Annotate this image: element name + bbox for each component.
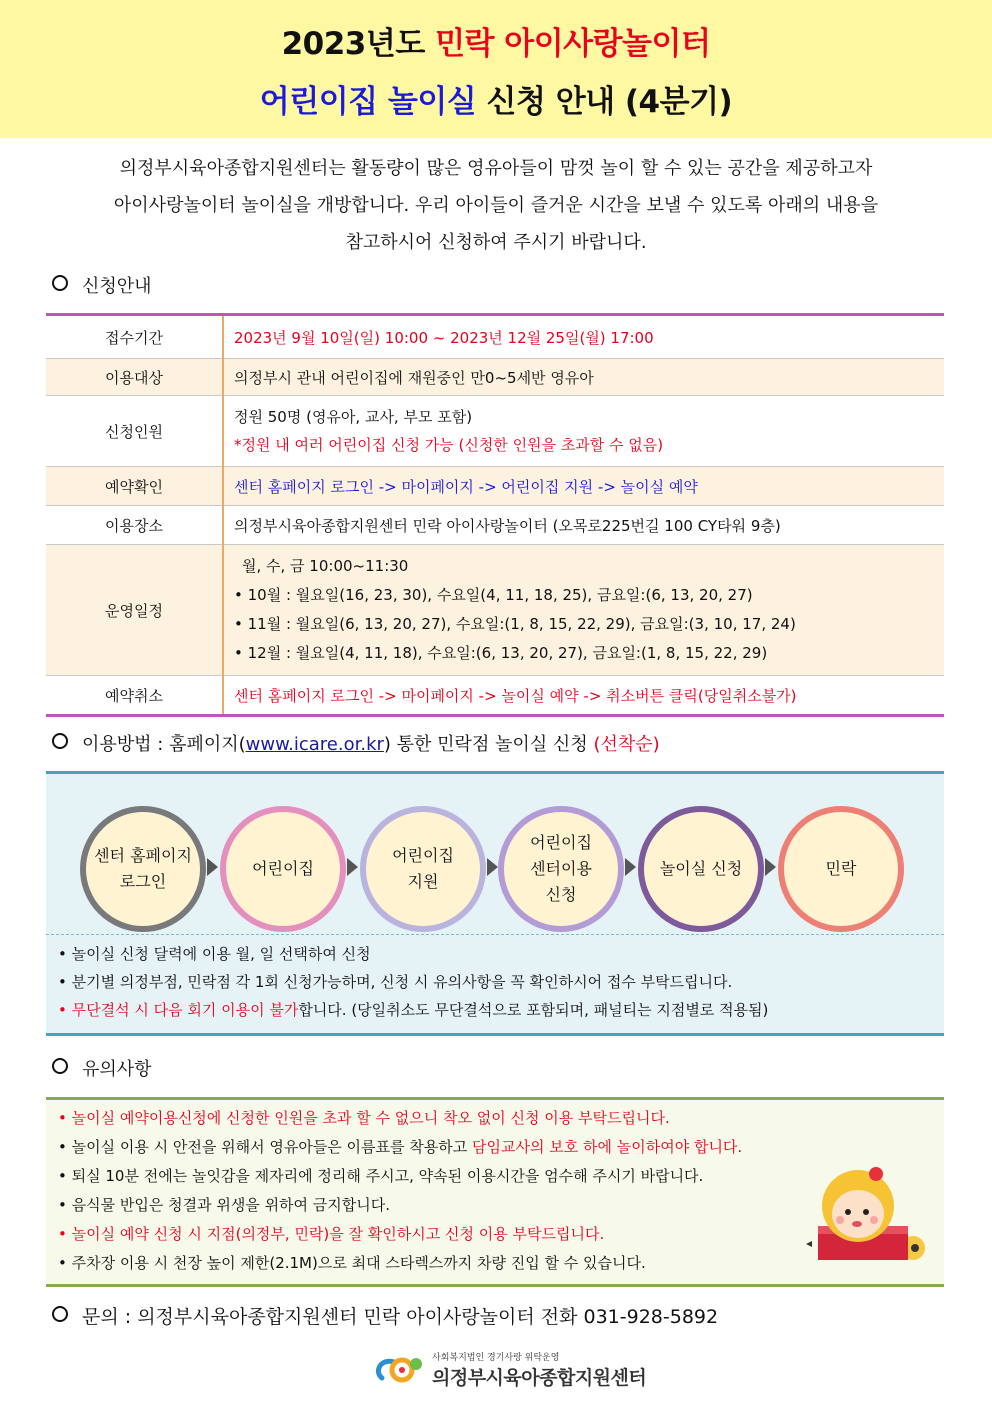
step-circle-daycare xyxy=(220,806,346,932)
contact-text: 문의 : 의정부시육아종합지원센터 민락 아이사랑놀이터 전화 031-928-5892 xyxy=(82,1306,719,1328)
table-value xyxy=(223,396,944,467)
page-header xyxy=(0,0,992,138)
footer-logo xyxy=(372,1350,652,1390)
header-program: 어린이집 놀이실 xyxy=(259,84,477,120)
section-title-application xyxy=(52,272,152,298)
table-value: 의정부시 관내 어린이집에 재원중인 만0~5세반 영유아 xyxy=(223,359,944,396)
caution-note-text: • 놀이실 이용 시 안전을 위해서 영유아들은 이름표를 착용하고 xyxy=(58,1138,473,1156)
header-branch: 민락 xyxy=(435,26,494,62)
caution-note: • 놀이실 예약 신청 시 지점(의정부, 민락)을 잘 확인하시고 신청 이용 부탁드립니다. xyxy=(58,1225,605,1243)
step-circle-daycare-support xyxy=(360,806,486,932)
step-label: 민락 xyxy=(825,859,857,878)
table-label: 이용대상 xyxy=(46,359,223,396)
table-label: 이용장소 xyxy=(46,506,223,545)
schedule-days: 월, 수, 금 10:00~11:30 xyxy=(242,557,409,575)
caution-notes xyxy=(58,1104,742,1278)
intro-line: 의정부시육아종합지원센터는 활동량이 많은 영유아들이 맘껏 놀이 할 수 있는 공간을 제공하고자 xyxy=(119,158,873,179)
method-prefix: 이용방법 : 홈페이지( xyxy=(82,734,246,755)
intro-line: 참고하시어 신청하여 주시기 바랍니다. xyxy=(345,232,647,253)
circle-bullet-icon xyxy=(52,1058,68,1074)
caution-box xyxy=(46,1097,944,1287)
table-row xyxy=(46,467,944,506)
step-label: 어린이집 xyxy=(392,846,454,865)
method-suffix: ) 통한 민락점 놀이실 신청 xyxy=(383,734,588,755)
table-label: 접수기간 xyxy=(46,315,223,359)
schedule-december: • 12월 : 월요일(4, 11, 18), 수요일:(6, 13, 20, 27), 금요일:(1, 8, 15, 22, 29) xyxy=(234,644,768,662)
step-label: 놀이실 신청 xyxy=(659,859,743,878)
step-label: 신청 xyxy=(545,885,577,904)
header-title-rest: 신청 안내 (4분기) xyxy=(486,84,733,120)
header-year: 2023년도 xyxy=(281,26,425,62)
divider xyxy=(46,934,944,935)
section-title-text: 신청안내 xyxy=(82,276,152,297)
header-facility: 아이사랑놀이터 xyxy=(504,26,711,62)
step-circle-playroom xyxy=(638,806,764,932)
table-label: 예약취소 xyxy=(46,676,223,716)
section-title-method xyxy=(52,730,660,756)
step-label: 센터 홈페이지 xyxy=(94,846,192,865)
schedule-october: • 10월 : 월요일(16, 23, 30), 수요일(4, 11, 18, 25), 금요일:(6, 13, 20, 27) xyxy=(234,586,753,604)
header-title-line2 xyxy=(0,76,992,121)
section-title-text: 유의사항 xyxy=(82,1059,152,1080)
table-row xyxy=(46,506,944,545)
table-row xyxy=(46,359,944,396)
table-label: 예약확인 xyxy=(46,467,223,506)
method-box xyxy=(46,771,944,1036)
caution-note: • 퇴실 10분 전에는 놀잇감을 제자리에 정리해 주시고, 약속된 이용시간을 엄수해 주시기 바랍니다. xyxy=(58,1167,704,1185)
step-circle-login xyxy=(80,806,206,932)
intro-line: 아이사랑놀이터 놀이실을 개방합니다. 우리 아이들이 즐거운 시간을 보낼 수 있도록 아래의 내용을 xyxy=(113,195,879,216)
table-value: 센터 홈페이지 로그인 -> 마이페이지 -> 놀이실 예약 -> 취소버튼 클릭(당일취소불가) xyxy=(223,676,944,716)
table-value: 2023년 9월 10일(일) 10:00 ~ 2023년 12월 25일(월) 17:00 xyxy=(223,315,944,359)
circle-bullet-icon xyxy=(52,733,68,749)
child-mascot-icon xyxy=(798,1162,938,1280)
footer-sub-text: 사회복지법인 경기사랑 위탁운영 xyxy=(432,1353,560,1363)
table-row xyxy=(46,545,944,676)
intro-text xyxy=(55,150,937,261)
table-row xyxy=(46,315,944,359)
capacity-text: 정원 50명 (영유아, 교사, 부모 포함) xyxy=(234,408,473,426)
caution-note-warning: 담임교사의 보호 하에 놀이하여야 합니다. xyxy=(472,1138,743,1156)
contact-info xyxy=(52,1302,718,1329)
step-label: 지원 xyxy=(407,872,439,891)
caution-note xyxy=(58,1133,742,1162)
step-circle-center-use xyxy=(498,806,624,932)
method-note-warning: • 무단결석 시 다음 회기 이용이 불가 xyxy=(58,1001,299,1019)
arrow-right-icon xyxy=(207,858,218,876)
method-notes xyxy=(58,940,768,1024)
schedule-november: • 11월 : 월요일(6, 13, 20, 27), 수요일:(1, 8, 15, 22, 29), 금요일:(3, 10, 17, 24) xyxy=(234,615,796,633)
circle-bullet-icon xyxy=(52,1306,68,1322)
section-title-caution xyxy=(52,1055,152,1081)
step-label: 센터이용 xyxy=(530,859,592,878)
caution-note: • 음식물 반입은 청결과 위생을 위하여 금지합니다. xyxy=(58,1196,391,1214)
table-label: 운영일정 xyxy=(46,545,223,676)
method-note: • 놀이실 신청 달력에 이용 월, 일 선택하여 신청 xyxy=(58,945,371,963)
footer-org-name: 의정부시육아종합지원센터 xyxy=(432,1367,647,1389)
arrow-right-icon xyxy=(487,858,498,876)
arrow-right-icon xyxy=(625,858,636,876)
step-label: 로그인 xyxy=(119,872,167,891)
table-row xyxy=(46,676,944,716)
circle-bullet-icon xyxy=(52,275,68,291)
arrow-right-icon xyxy=(347,858,358,876)
step-label: 어린이집 xyxy=(530,833,592,852)
center-logo-icon xyxy=(372,1352,430,1386)
application-info-table xyxy=(46,313,944,717)
table-value: 의정부시육아종합지원센터 민락 아이사랑놀이터 (오목로225번길 100 CY타워 9층) xyxy=(223,506,944,545)
method-note xyxy=(58,996,768,1024)
caution-note: • 놀이실 예약이용신청에 신청한 인원을 초과 할 수 없으니 착오 없이 신청 이용 부탁드립니다. xyxy=(58,1109,670,1127)
capacity-note: *정원 내 여러 어린이집 신청 가능 (신청한 인원을 초과할 수 없음) xyxy=(234,436,664,454)
step-label: 어린이집 xyxy=(252,859,314,878)
table-label: 신청인원 xyxy=(46,396,223,467)
table-row xyxy=(46,396,944,467)
homepage-link[interactable]: www.icare.or.kr xyxy=(245,734,384,755)
first-come-note: (선착순) xyxy=(593,734,660,755)
table-value: 센터 홈페이지 로그인 -> 마이페이지 -> 어린이집 지원 -> 놀이실 예약 xyxy=(223,467,944,506)
arrow-right-icon xyxy=(765,858,776,876)
caution-note: • 주차장 이용 시 천장 높이 제한(2.1M)으로 최대 스타렉스까지 차량 진입 할 수 있습니다. xyxy=(58,1254,646,1272)
header-title-line1 xyxy=(0,18,992,63)
table-value xyxy=(223,545,944,676)
step-circle-minrak xyxy=(778,806,904,932)
method-note-rest: 합니다. (당일취소도 무단결석으로 포함되며, 패널티는 지점별로 적용됨) xyxy=(298,1001,769,1019)
method-note: • 분기별 의정부점, 민락점 각 1회 신청가능하며, 신청 시 유의사항을 꼭 확인하시어 접수 부탁드립니다. xyxy=(58,973,733,991)
